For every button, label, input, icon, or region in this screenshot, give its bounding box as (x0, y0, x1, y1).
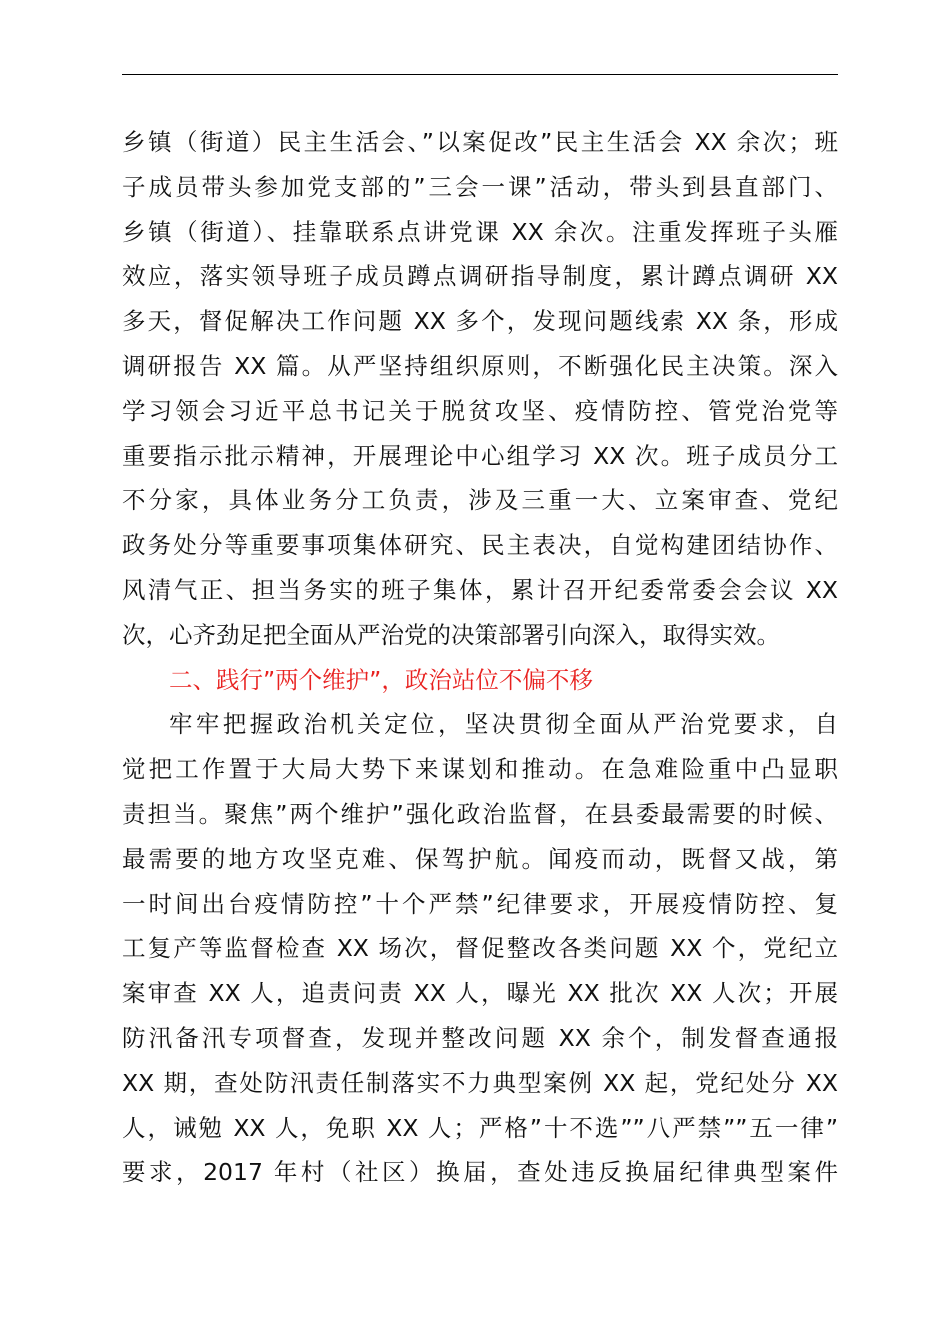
text-line: 不分家，具体业务分工负责，涉及三重一大、立案审查、党纪 (122, 486, 838, 515)
text-line: 觉把工作置于大局大势下来谋划和推动。在急难险重中凸显职 (122, 755, 838, 784)
text-line: 子成员带头参加党支部的”三会一课”活动，带头到县直部门、 (122, 172, 838, 201)
text-line: 乡镇（街道）民主生活会、”以案促改”民主生活会 XX 余次；班 (122, 128, 838, 156)
text-line: 风清气正、担当务实的班子集体，累计召开纪委常委会会议 XX (122, 575, 838, 604)
text-line: 案审查 XX 人，追责问责 XX 人，曝光 XX 批次 XX 人次；开展 (122, 979, 838, 1008)
paragraph-2 (122, 702, 838, 1195)
text-line: 人，诫勉 XX 人，免职 XX 人；严格”十不选””八严禁””五一律” (122, 1113, 838, 1142)
text-line: 责担当。聚焦”两个维护”强化政治监督，在县委最需要的时候、 (122, 799, 838, 828)
section-heading: 二、践行”两个维护”，政治站位不偏不移 (169, 665, 593, 694)
header-rule (122, 74, 838, 75)
text-line: 学习领会习近平总书记关于脱贫攻坚、疫情防控、管党治党等 (122, 396, 838, 425)
text-line: 最需要的地方攻坚克难、保驾护航。闻疫而动，既督又战，第 (122, 844, 838, 873)
text-line: 调研报告 XX 篇。从严坚持组织原则，不断强化民主决策。深入 (122, 351, 838, 380)
text-line: 次，心齐劲足把全面从严治党的决策部署引向深入，取得实效。 (122, 620, 780, 649)
text-line: 要求，2017 年村（社区）换届，查处违反换届纪律典型案件 (122, 1158, 838, 1187)
text-line: XX 期，查处防汛责任制落实不力典型案例 XX 起，党纪处分 XX (122, 1068, 838, 1097)
text-line: 重要指示批示精神，开展理论中心组学习 XX 次。班子成员分工 (122, 441, 838, 470)
text-line: 多天，督促解决工作问题 XX 多个，发现问题线索 XX 条，形成 (122, 307, 838, 336)
text-line: 牢牢把握政治机关定位，坚决贯彻全面从严治党要求，自 (169, 710, 838, 739)
paragraph-1 (122, 120, 838, 658)
text-line: 一时间出台疫情防控”十个严禁”纪律要求，开展疫情防控、复 (122, 889, 838, 918)
text-line: 效应，落实领导班子成员蹲点调研指导制度，累计蹲点调研 XX (122, 262, 838, 291)
text-line: 乡镇（街道）、挂靠联系点讲党课 XX 余次。注重发挥班子头雁 (122, 217, 838, 246)
text-line: 防汛备汛专项督查，发现并整改问题 XX 余个，制发督查通报 (122, 1023, 838, 1052)
document-body (122, 120, 838, 1195)
text-line: 工复产等监督检查 XX 场次，督促整改各类问题 XX 个，党纪立 (122, 934, 838, 963)
text-line: 政务处分等重要事项集体研究、民主表决，自觉构建团结协作、 (122, 531, 838, 560)
